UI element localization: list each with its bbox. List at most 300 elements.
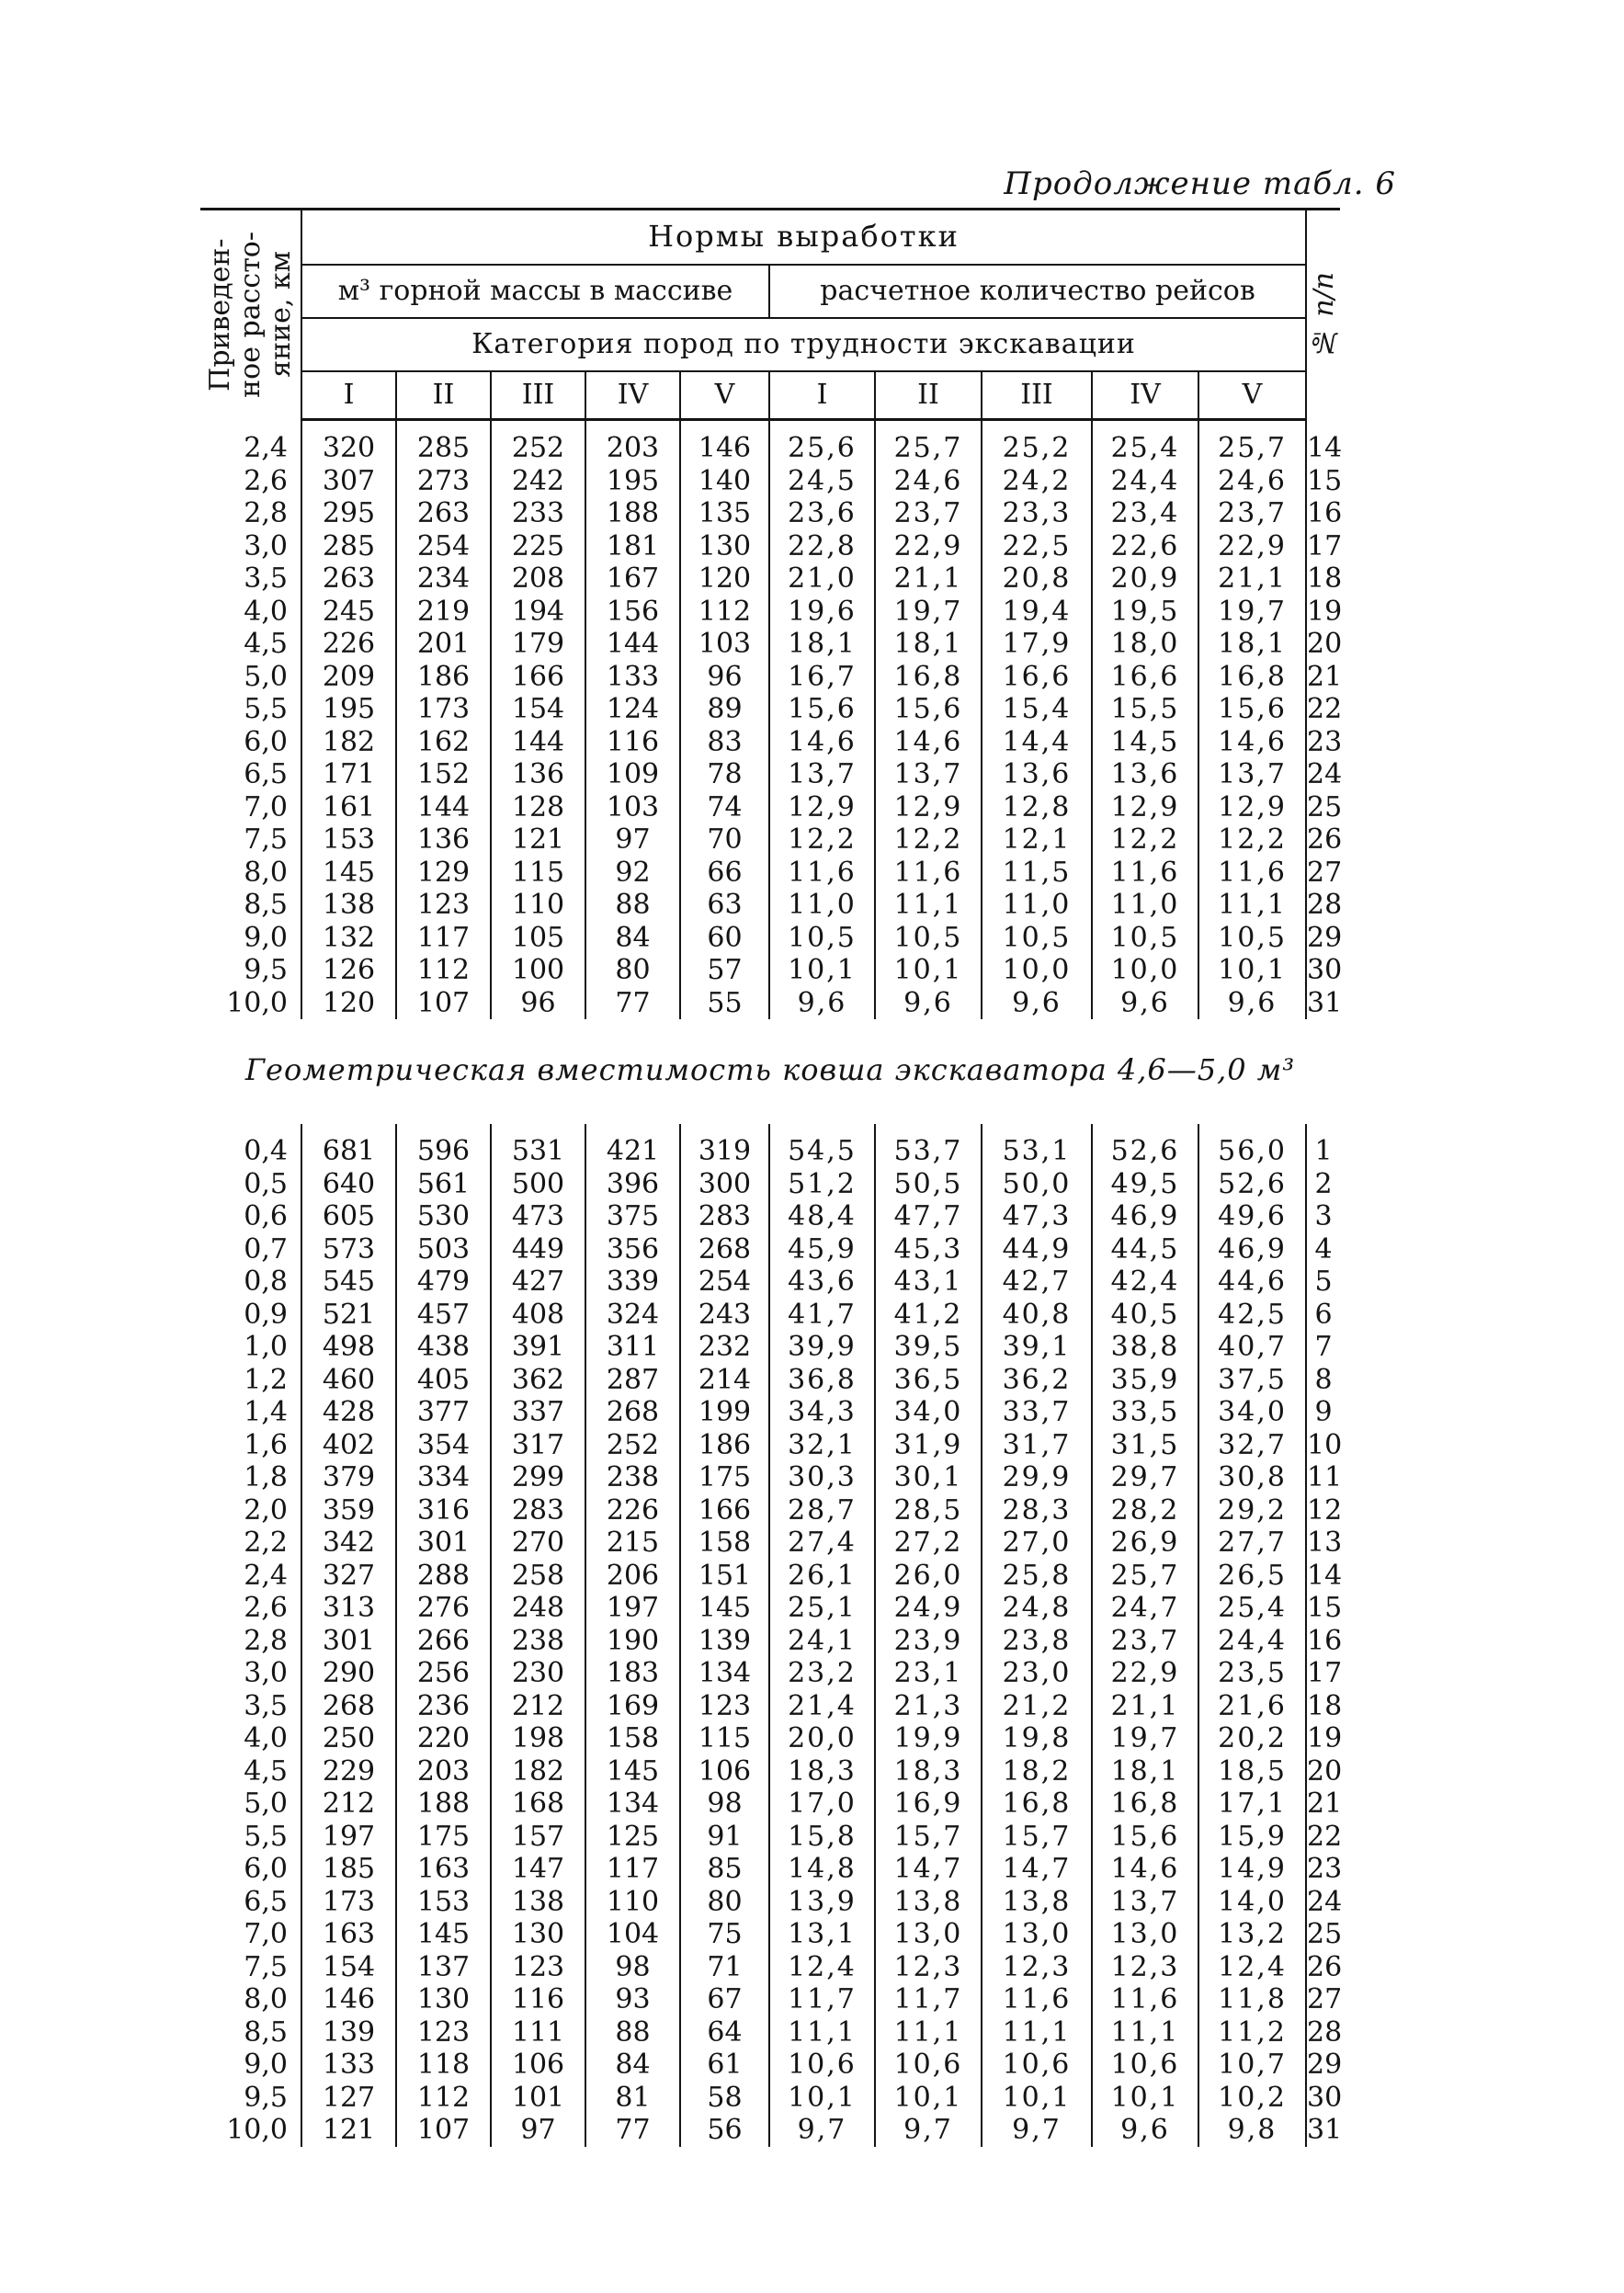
volume-norm-cell: 428 [301, 1396, 396, 1429]
trips-cell: 50,5 [875, 1168, 982, 1201]
volume-norm-cell: 212 [301, 1788, 396, 1821]
volume-norm-cell: 130 [396, 1983, 491, 2016]
distance-cell: 0,8 [200, 1266, 301, 1299]
volume-norm-cell: 175 [680, 1461, 769, 1494]
trips-cell: 13,8 [875, 1886, 982, 1919]
trips-cell: 11,1 [1092, 2016, 1198, 2049]
volume-norm-cell: 123 [491, 1951, 585, 1984]
trips-cell: 27,7 [1198, 1527, 1306, 1560]
trips-cell: 39,9 [769, 1331, 875, 1364]
trips-cell: 23,9 [875, 1625, 982, 1658]
volume-norm-cell: 183 [585, 1657, 680, 1690]
trips-cell: 9,7 [769, 2114, 875, 2147]
volume-norm-cell: 198 [491, 1722, 585, 1755]
row-number-cell: 29 [1307, 2049, 1343, 2081]
trips-cell: 21,3 [875, 1690, 982, 1723]
distance-cell: 7,5 [200, 823, 301, 857]
trips-cell: 43,1 [875, 1266, 982, 1299]
table-row [200, 791, 1340, 824]
volume-norm-cell: 145 [396, 1918, 491, 1951]
volume-norm-cell: 300 [680, 1168, 769, 1201]
volume-norm-cell: 220 [396, 1722, 491, 1755]
trips-cell: 10,5 [875, 922, 982, 955]
volume-norm-cell: 156 [585, 596, 680, 629]
trips-cell: 13,8 [982, 1886, 1092, 1919]
category-cell: I [769, 371, 875, 420]
trips-cell: 42,5 [1198, 1299, 1306, 1332]
table-row [200, 726, 1340, 759]
trips-cell: 47,7 [875, 1200, 982, 1233]
table-row [200, 823, 1340, 857]
volume-norm-cell: 197 [301, 1821, 396, 1854]
volume-norm-cell: 194 [491, 596, 585, 629]
volume-norm-cell: 136 [491, 758, 585, 791]
trips-cell: 25,7 [1198, 432, 1306, 465]
row-number-cell: 20 [1307, 628, 1343, 660]
trips-cell: 32,1 [769, 1429, 875, 1462]
volume-norm-cell: 359 [301, 1494, 396, 1527]
trips-cell: 18,3 [875, 1755, 982, 1788]
distance-cell: 1,2 [200, 1364, 301, 1397]
distance-cell: 5,5 [200, 693, 301, 726]
row-number-cell: 1 [1314, 1135, 1333, 1167]
volume-norm-cell: 152 [396, 758, 491, 791]
table-row [200, 1396, 1340, 1429]
volume-norm-cell: 93 [585, 1983, 680, 2016]
volume-norm-cell: 130 [680, 530, 769, 563]
trips-cell: 21,4 [769, 1690, 875, 1723]
volume-norm-cell: 56 [680, 2114, 769, 2147]
trips-cell: 16,6 [982, 661, 1092, 694]
table-row [200, 1299, 1340, 1332]
trips-cell: 23,1 [875, 1657, 982, 1690]
volume-norm-cell: 214 [680, 1364, 769, 1397]
row-number-cell: 6 [1314, 1298, 1333, 1331]
volume-norm-cell: 146 [680, 432, 769, 465]
volume-norm-cell: 283 [491, 1494, 585, 1527]
volume-norm-cell: 106 [680, 1755, 769, 1788]
row-number-cell: 30 [1307, 954, 1343, 986]
distance-cell: 10,0 [200, 987, 301, 1020]
table-row [200, 1625, 1340, 1658]
trips-cell: 23,5 [1198, 1657, 1306, 1690]
trips-cell: 23,6 [769, 497, 875, 530]
row-number-cell: 17 [1307, 1657, 1343, 1689]
volume-norm-cell: 96 [491, 987, 585, 1020]
volume-norm-cell: 276 [396, 1592, 491, 1625]
volume-norm-cell: 479 [396, 1266, 491, 1299]
table-row [200, 1592, 1340, 1625]
trips-cell: 20,0 [769, 1722, 875, 1755]
trips-cell: 27,2 [875, 1527, 982, 1560]
trips-cell: 45,3 [875, 1233, 982, 1266]
volume-norm-cell: 234 [396, 562, 491, 596]
trips-cell: 18,0 [1092, 628, 1198, 661]
trips-cell: 12,4 [769, 1951, 875, 1984]
volume-norm-cell: 391 [491, 1331, 585, 1364]
distance-cell: 2,0 [200, 1494, 301, 1527]
volume-norm-cell: 521 [301, 1299, 396, 1332]
table-row [200, 1494, 1340, 1527]
row-number-cell: 21 [1307, 1788, 1343, 1820]
trips-cell: 21,0 [769, 562, 875, 596]
trips-cell: 22,9 [1092, 1657, 1198, 1690]
volume-norm-cell: 252 [491, 432, 585, 465]
trips-cell: 25,7 [1092, 1560, 1198, 1593]
distance-cell: 4,0 [200, 596, 301, 629]
volume-norm-cell: 319 [680, 1135, 769, 1168]
category-cell: V [680, 371, 769, 420]
trips-cell: 18,1 [1198, 628, 1306, 661]
distance-cell: 10,0 [200, 2114, 301, 2147]
table-row [200, 1918, 1340, 1951]
distance-cell: 8,5 [200, 2016, 301, 2049]
table-row [200, 1560, 1340, 1593]
trips-cell: 11,1 [769, 2016, 875, 2049]
row-number-cell: 31 [1307, 2114, 1343, 2146]
volume-norm-cell: 138 [301, 889, 396, 922]
trips-cell: 49,5 [1092, 1168, 1198, 1201]
volume-norm-cell: 163 [396, 1853, 491, 1886]
trips-cell: 10,1 [875, 954, 982, 987]
row-number-cell: 16 [1307, 497, 1343, 529]
row-number-cell: 18 [1307, 562, 1343, 595]
table-row [200, 1527, 1340, 1560]
volume-norm-cell: 77 [585, 987, 680, 1020]
trips-cell: 25,4 [1092, 432, 1198, 465]
trips-cell: 10,1 [1092, 2082, 1198, 2115]
volume-norm-cell: 103 [585, 791, 680, 824]
distance-cell: 6,5 [200, 758, 301, 791]
trips-cell: 12,2 [769, 823, 875, 857]
volume-norm-cell: 230 [491, 1657, 585, 1690]
trips-cell: 11,2 [1198, 2016, 1306, 2049]
trips-cell: 10,0 [982, 954, 1092, 987]
distance-header-label: Приведен- ное рассто- яние, км [204, 232, 297, 399]
category-header: Категория пород по трудности экскавации [301, 318, 1306, 371]
table-row [200, 1886, 1340, 1919]
trips-cell: 11,1 [875, 2016, 982, 2049]
volume-norm-cell: 173 [396, 693, 491, 726]
table-row [200, 1657, 1340, 1690]
row-number-cell: 17 [1307, 529, 1343, 562]
volume-norm-cell: 283 [680, 1200, 769, 1233]
volume-norm-cell: 140 [680, 465, 769, 498]
volume-norm-cell: 256 [396, 1657, 491, 1690]
volume-norm-cell: 57 [680, 954, 769, 987]
category-row [200, 371, 1340, 420]
distance-cell: 8,0 [200, 1983, 301, 2016]
trips-cell: 42,4 [1092, 1266, 1198, 1299]
row-number-cell: 3 [1314, 1200, 1333, 1232]
trips-header: расчетное количество рейсов [769, 265, 1306, 318]
volume-norm-cell: 88 [585, 2016, 680, 2049]
volume-norm-cell: 70 [680, 823, 769, 857]
row-number-cell: 21 [1307, 660, 1343, 693]
trips-cell: 11,7 [769, 1983, 875, 2016]
volume-norm-cell: 270 [491, 1527, 585, 1560]
table-row [200, 1364, 1340, 1397]
volume-norm-cell: 438 [396, 1331, 491, 1364]
trips-cell: 13,0 [875, 1918, 982, 1951]
trips-cell: 16,6 [1092, 661, 1198, 694]
trips-cell: 14,0 [1198, 1886, 1306, 1919]
trips-cell: 29,2 [1198, 1494, 1306, 1527]
distance-cell: 3,5 [200, 1690, 301, 1723]
volume-norm-cell: 112 [396, 2082, 491, 2115]
volume-norm-cell: 248 [491, 1592, 585, 1625]
volume-norm-cell: 121 [301, 2114, 396, 2147]
volume-norm-cell: 596 [396, 1135, 491, 1168]
trips-cell: 18,1 [769, 628, 875, 661]
volume-norm-cell: 123 [396, 2016, 491, 2049]
category-cell: II [396, 371, 491, 420]
trips-cell: 10,5 [1198, 922, 1306, 955]
volume-norm-cell: 139 [301, 2016, 396, 2049]
volume-norm-cell: 324 [585, 1299, 680, 1332]
trips-cell: 23,0 [982, 1657, 1092, 1690]
trips-cell: 45,9 [769, 1233, 875, 1266]
trips-cell: 37,5 [1198, 1364, 1306, 1397]
volume-norm-cell: 145 [585, 1755, 680, 1788]
volume-norm-cell: 67 [680, 1983, 769, 2016]
volume-norm-cell: 290 [301, 1657, 396, 1690]
distance-cell: 6,5 [200, 1886, 301, 1919]
trips-cell: 35,9 [1092, 1364, 1198, 1397]
trips-cell: 25,1 [769, 1592, 875, 1625]
volume-norm-cell: 317 [491, 1429, 585, 1462]
distance-cell: 4,5 [200, 628, 301, 661]
volume-norm-cell: 316 [396, 1494, 491, 1527]
table-row [200, 1135, 1340, 1168]
volume-norm-cell: 188 [396, 1788, 491, 1821]
trips-cell: 10,1 [769, 954, 875, 987]
table-row [200, 465, 1340, 498]
category-cell: IV [585, 371, 680, 420]
volume-norm-cell: 209 [301, 661, 396, 694]
distance-cell: 9,5 [200, 2082, 301, 2115]
trips-cell: 54,5 [769, 1135, 875, 1168]
trips-cell: 30,3 [769, 1461, 875, 1494]
volume-norm-cell: 201 [396, 628, 491, 661]
trips-cell: 36,8 [769, 1364, 875, 1397]
row-number-cell: 28 [1307, 2015, 1343, 2049]
volume-norm-cell: 145 [680, 1592, 769, 1625]
row-number-cell: 5 [1314, 1266, 1333, 1298]
volume-norm-cell: 375 [585, 1200, 680, 1233]
trips-cell: 22,5 [982, 530, 1092, 563]
volume-norm-cell: 226 [585, 1494, 680, 1527]
volume-norm-cell: 503 [396, 1233, 491, 1266]
trips-cell: 23,7 [1092, 1625, 1198, 1658]
volume-norm-cell: 58 [680, 2082, 769, 2115]
trips-cell: 19,8 [982, 1722, 1092, 1755]
trips-cell: 11,8 [1198, 1983, 1306, 2016]
trips-cell: 21,1 [875, 562, 982, 596]
trips-cell: 10,6 [982, 2049, 1092, 2082]
row-number-cell: 28 [1307, 889, 1343, 921]
trips-cell: 15,6 [1198, 693, 1306, 726]
volume-norm-cell: 197 [585, 1592, 680, 1625]
trips-cell: 23,3 [982, 497, 1092, 530]
row-number-cell: 7 [1314, 1331, 1333, 1363]
row-number-cell: 10 [1307, 1428, 1343, 1461]
volume-norm-cell: 173 [301, 1886, 396, 1919]
volume-norm-cell: 112 [680, 596, 769, 629]
trips-cell: 10,6 [769, 2049, 875, 2082]
trips-cell: 10,1 [769, 2082, 875, 2115]
trips-cell: 24,1 [769, 1625, 875, 1658]
trips-cell: 11,6 [769, 857, 875, 890]
volume-norm-cell: 153 [301, 823, 396, 857]
trips-cell: 19,6 [769, 596, 875, 629]
trips-cell: 43,6 [769, 1266, 875, 1299]
volume-norm-cell: 327 [301, 1560, 396, 1593]
trips-cell: 15,6 [875, 693, 982, 726]
volume-norm-cell: 104 [585, 1918, 680, 1951]
trips-cell: 19,4 [982, 596, 1092, 629]
trips-cell: 11,6 [982, 1983, 1092, 2016]
volume-norm-cell: 127 [301, 2082, 396, 2115]
volume-norm-cell: 74 [680, 791, 769, 824]
trips-cell: 11,6 [1092, 857, 1198, 890]
volume-norm-cell: 162 [396, 726, 491, 759]
trips-cell: 26,9 [1092, 1527, 1198, 1560]
volume-norm-cell: 449 [491, 1233, 585, 1266]
volume-norm-cell: 640 [301, 1168, 396, 1201]
volume-norm-cell: 83 [680, 726, 769, 759]
row-number-cell: 20 [1307, 1754, 1343, 1788]
trips-cell: 39,5 [875, 1331, 982, 1364]
table-body-section-1 [200, 420, 1343, 1020]
volume-norm-cell: 78 [680, 758, 769, 791]
volume-norm-cell: 61 [680, 2049, 769, 2082]
trips-cell: 41,7 [769, 1299, 875, 1332]
volume-norm-cell: 100 [491, 954, 585, 987]
trips-cell: 23,2 [769, 1657, 875, 1690]
volume-norm-cell: 158 [585, 1722, 680, 1755]
trips-cell: 44,5 [1092, 1233, 1198, 1266]
trips-cell: 14,7 [982, 1853, 1092, 1886]
trips-cell: 20,8 [982, 562, 1092, 596]
trips-cell: 10,1 [875, 2082, 982, 2115]
trips-cell: 23,7 [875, 497, 982, 530]
volume-norm-cell: 85 [680, 1853, 769, 1886]
volume-norm-cell: 63 [680, 889, 769, 922]
volume-norm-cell: 182 [491, 1755, 585, 1788]
volume-norm-cell: 225 [491, 530, 585, 563]
distance-cell: 2,4 [200, 1560, 301, 1593]
trips-cell: 24,9 [875, 1592, 982, 1625]
distance-cell: 8,5 [200, 889, 301, 922]
volume-norm-cell: 186 [680, 1429, 769, 1462]
trips-cell: 14,8 [769, 1853, 875, 1886]
trips-cell: 26,1 [769, 1560, 875, 1593]
trips-cell: 50,0 [982, 1168, 1092, 1201]
trips-cell: 12,9 [1092, 791, 1198, 824]
trips-cell: 11,1 [982, 2016, 1092, 2049]
row-number-cell: 30 [1307, 2081, 1343, 2114]
trips-cell: 10,2 [1198, 2082, 1306, 2115]
trips-cell: 17,1 [1198, 1788, 1306, 1821]
volume-norm-cell: 123 [680, 1690, 769, 1723]
trips-cell: 11,6 [1198, 857, 1306, 890]
trips-cell: 13,0 [1092, 1918, 1198, 1951]
trips-cell: 10,5 [982, 922, 1092, 955]
trips-cell: 24,5 [769, 465, 875, 498]
trips-cell: 15,9 [1198, 1821, 1306, 1854]
trips-cell: 13,6 [982, 758, 1092, 791]
trips-cell: 9,6 [769, 987, 875, 1020]
volume-norm-cell: 145 [301, 857, 396, 890]
volume-norm-cell: 110 [491, 889, 585, 922]
row-number-cell: 31 [1307, 986, 1343, 1019]
trips-cell: 16,7 [769, 661, 875, 694]
table-row [200, 987, 1340, 1020]
trips-cell: 10,5 [769, 922, 875, 955]
distance-cell: 1,4 [200, 1396, 301, 1429]
volume-norm-cell: 166 [491, 661, 585, 694]
volume-norm-cell: 313 [301, 1592, 396, 1625]
trips-cell: 48,4 [769, 1200, 875, 1233]
trips-cell: 30,8 [1198, 1461, 1306, 1494]
trips-cell: 10,6 [1092, 2049, 1198, 2082]
trips-cell: 34,3 [769, 1396, 875, 1429]
trips-cell: 28,3 [982, 1494, 1092, 1527]
trips-cell: 21,1 [1092, 1690, 1198, 1723]
table-body-section-2 [200, 1124, 1343, 2147]
volume-norm-cell: 136 [396, 823, 491, 857]
volume-norm-cell: 545 [301, 1266, 396, 1299]
trips-cell: 36,2 [982, 1364, 1092, 1397]
volume-norm-cell: 161 [301, 791, 396, 824]
distance-cell: 0,4 [200, 1135, 301, 1168]
category-cell: III [491, 371, 585, 420]
trips-cell: 25,2 [982, 432, 1092, 465]
row-number-cell: 24 [1307, 1885, 1343, 1918]
trips-cell: 17,9 [982, 628, 1092, 661]
trips-cell: 31,9 [875, 1429, 982, 1462]
trips-cell: 11,7 [875, 1983, 982, 2016]
volume-header: м³ горной массы в массиве [301, 265, 769, 318]
volume-norm-cell: 120 [301, 987, 396, 1020]
row-number-cell: 14 [1307, 1559, 1343, 1592]
table-row [200, 693, 1340, 726]
trips-cell: 56,0 [1198, 1135, 1306, 1168]
row-number-cell: 25 [1307, 1918, 1343, 1950]
trips-cell: 14,4 [982, 726, 1092, 759]
section-divider [200, 1019, 1340, 1124]
distance-cell: 0,6 [200, 1200, 301, 1233]
volume-norm-cell: 561 [396, 1168, 491, 1201]
trips-cell: 11,0 [769, 889, 875, 922]
trips-cell: 10,5 [1092, 922, 1198, 955]
volume-norm-cell: 132 [301, 922, 396, 955]
trips-cell: 12,9 [769, 791, 875, 824]
trips-cell: 25,7 [875, 432, 982, 465]
row-number-cell: 23 [1307, 1853, 1343, 1885]
trips-cell: 33,7 [982, 1396, 1092, 1429]
volume-norm-cell: 354 [396, 1429, 491, 1462]
volume-norm-cell: 427 [491, 1266, 585, 1299]
trips-cell: 12,3 [1092, 1951, 1198, 1984]
trips-cell: 26,5 [1198, 1560, 1306, 1593]
volume-norm-cell: 55 [680, 987, 769, 1020]
volume-norm-cell: 195 [585, 465, 680, 498]
volume-norm-cell: 129 [396, 857, 491, 890]
table-row [200, 954, 1340, 987]
trips-cell: 49,6 [1198, 1200, 1306, 1233]
